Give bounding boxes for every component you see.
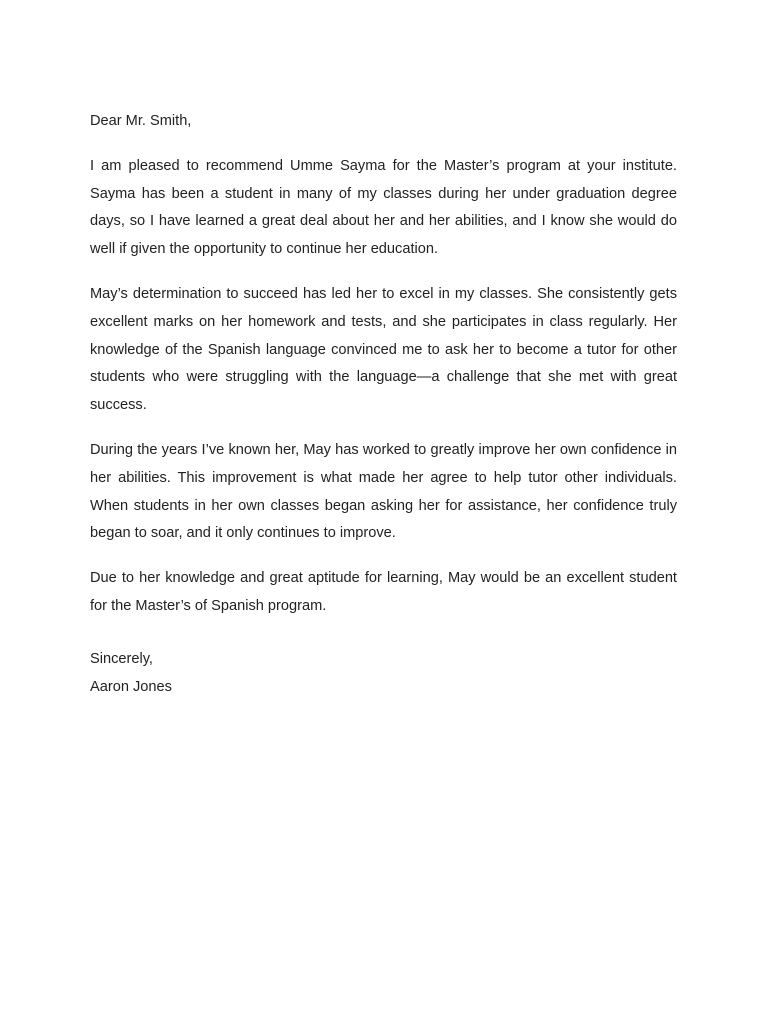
salutation: Dear Mr. Smith, (90, 113, 192, 129)
paragraph-recommendation: I am pleased to recommend Umme Sayma for the Master’s program at your institute. Sayma has been a student in many of my classes during her under graduation degree days, so I have learned a great deal about her and her abilities, and I know she would do well if given the opportunity to continue her education. (90, 157, 677, 258)
closing-block (90, 646, 677, 702)
signature-name: Aaron Jones (90, 678, 172, 695)
paragraph-determination: May’s determination to succeed has led her to excel in my classes. She consistently gets excellent marks on her homework and tests, and she participates in class regularly. Her knowledge of the Spanish language convinced me to ask her to become a tutor for other students who were struggling with the language—a challenge that she met with great success. (90, 285, 677, 414)
paragraph-conclusion: Due to her knowledge and great aptitude for learning, May would be an excellent student for the Master’s of Spanish program. (90, 570, 677, 614)
letter-body (90, 108, 677, 701)
closing-phrase: Sincerely, (90, 650, 153, 667)
paragraph-confidence: During the years I’ve known her, May has worked to greatly improve her own confidence in her abilities. This improvement is what made her agree to help tutor other individuals. When students in her own classes began asking her for assistance, her confidence truly began to soar, and it only continues to improve. (90, 441, 677, 542)
